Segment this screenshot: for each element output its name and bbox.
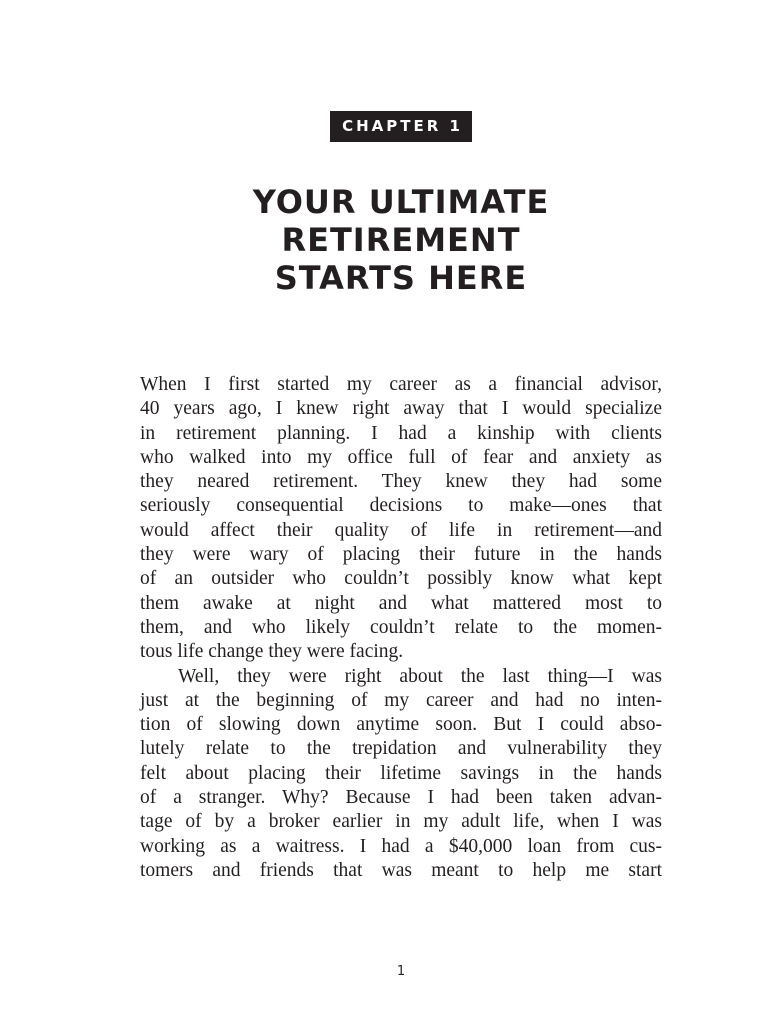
chapter-title-line: RETIREMENT [281, 221, 521, 259]
text-line: When I first started my career as a financial advisor, [140, 374, 662, 395]
text-line: tomers and friends that was meant to help me start [140, 859, 662, 881]
text-line: they neared retirement. They knew they had some [140, 471, 662, 493]
chapter-title-line: YOUR ULTIMATE [252, 183, 550, 221]
text-line: felt about placing their lifetime savings in the hands [140, 762, 662, 784]
text-line: seriously consequential decisions to make—ones that [140, 495, 662, 517]
chapter-title-line: STARTS HERE [274, 259, 528, 297]
text-line: in retirement planning. I had a kinship with clients [140, 422, 662, 444]
text-line: just at the beginning of my career and had no inten- [140, 689, 662, 711]
page-number: 1 [396, 964, 406, 979]
text-line: they were wary of placing their future in the hands [140, 544, 662, 566]
text-line: of a stranger. Why? Because I had been taken advan- [140, 787, 662, 809]
chapter-title [140, 183, 662, 297]
text-line: working as a waitress. I had a $40,000 loan from cus- [140, 835, 662, 857]
text-line: them, and who likely couldn’t relate to the momen- [140, 616, 662, 638]
text-line: Well, they were right about the last thing—I was [178, 665, 662, 687]
text-line: tage of by a broker earlier in my adult life, when I was [140, 811, 662, 833]
text-line: tous life change they were facing. [140, 641, 404, 663]
text-line: would affect their quality of life in retirement—and [140, 519, 662, 541]
text-line: tion of slowing down anytime soon. But I could abso- [140, 714, 662, 736]
text-line: them awake at night and what mattered most to [140, 592, 662, 614]
paragraph-2 [140, 665, 662, 884]
text-line: of an outsider who couldn’t possibly know what kept [140, 568, 662, 590]
paragraph-1 [140, 373, 662, 665]
chapter-label: CHAPTER 1 [330, 111, 472, 142]
text-line: 40 years ago, I knew right away that I would specialize [140, 398, 662, 420]
body-text [140, 373, 662, 883]
text-line: who walked into my office full of fear and anxiety as [140, 446, 662, 468]
text-line: lutely relate to the trepidation and vulnerability they [140, 738, 662, 760]
